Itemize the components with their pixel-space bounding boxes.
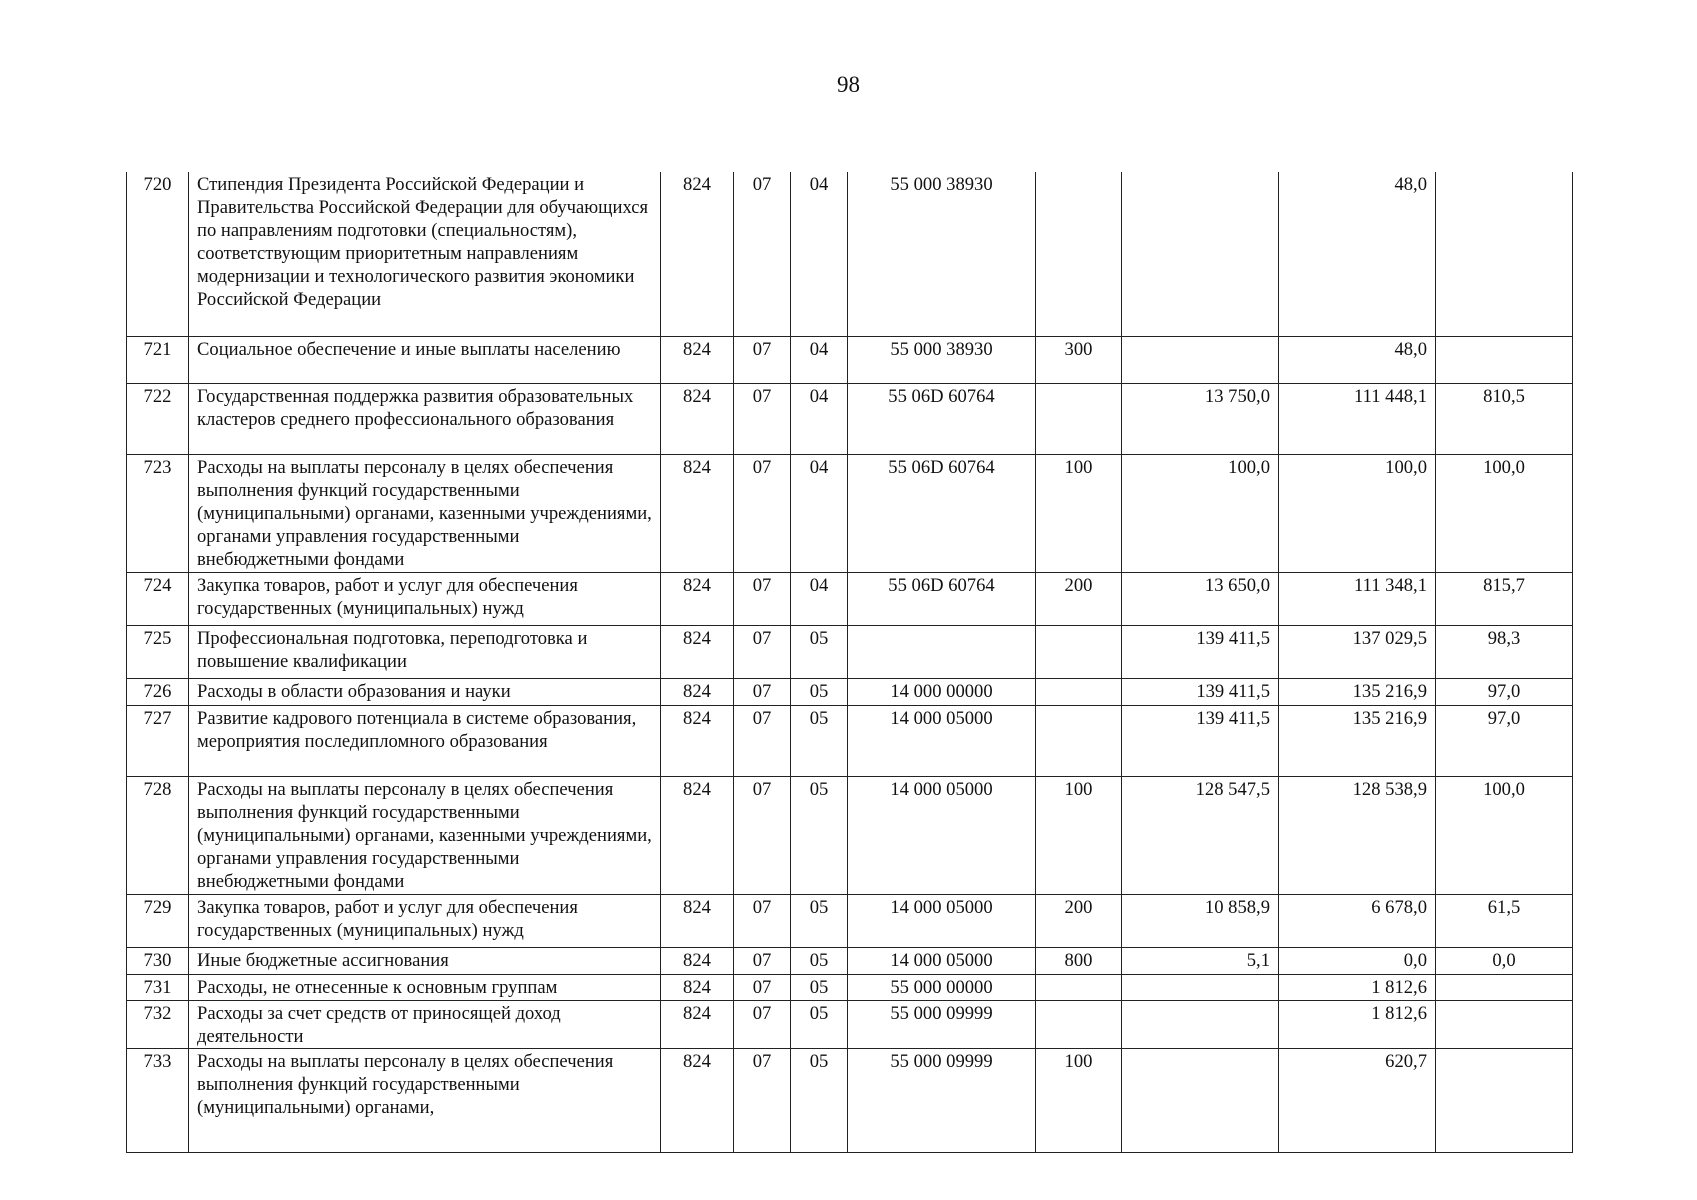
- actual-amount-cell: 135 216,9: [1279, 705, 1436, 776]
- ved-code-cell: 824: [661, 947, 734, 974]
- table-row: [127, 974, 1573, 1000]
- actual-amount-cell: 111 448,1: [1279, 383, 1436, 454]
- row-number-cell: 727: [127, 705, 189, 776]
- execution-percent-cell: [1436, 974, 1573, 1000]
- ved-code-cell: 824: [661, 776, 734, 894]
- row-number-cell: 730: [127, 947, 189, 974]
- planned-amount-cell: 13 650,0: [1122, 572, 1279, 625]
- section-code-cell: 07: [734, 974, 791, 1000]
- row-number-cell: 722: [127, 383, 189, 454]
- ved-code-cell: 824: [661, 1048, 734, 1152]
- actual-amount-cell: 620,7: [1279, 1048, 1436, 1152]
- ved-code-cell: 824: [661, 1000, 734, 1048]
- row-number-cell: 733: [127, 1048, 189, 1152]
- ved-code-cell: 824: [661, 383, 734, 454]
- subsection-code-cell: 04: [791, 172, 848, 336]
- table-row: [127, 947, 1573, 974]
- expense-type-cell: [1036, 172, 1122, 336]
- row-name-cell: Профессиональная подготовка, переподготовка и повышение квалификации: [189, 625, 661, 678]
- execution-percent-cell: 815,7: [1436, 572, 1573, 625]
- subsection-code-cell: 05: [791, 1048, 848, 1152]
- ved-code-cell: 824: [661, 894, 734, 947]
- target-article-cell: 55 06D 60764: [848, 572, 1036, 625]
- table-row: [127, 678, 1573, 705]
- table-row: [127, 776, 1573, 894]
- execution-percent-cell: 97,0: [1436, 678, 1573, 705]
- ved-code-cell: 824: [661, 705, 734, 776]
- subsection-code-cell: 05: [791, 678, 848, 705]
- table-row: [127, 336, 1573, 383]
- row-name-cell: Расходы за счет средств от приносящей доход деятельности: [189, 1000, 661, 1048]
- row-name-cell: Закупка товаров, работ и услуг для обеспечения государственных (муниципальных) нужд: [189, 894, 661, 947]
- actual-amount-cell: 128 538,9: [1279, 776, 1436, 894]
- actual-amount-cell: 1 812,6: [1279, 1000, 1436, 1048]
- expense-type-cell: 800: [1036, 947, 1122, 974]
- actual-amount-cell: 100,0: [1279, 454, 1436, 572]
- row-name-cell: Государственная поддержка развития образовательных кластеров среднего профессионального образования: [189, 383, 661, 454]
- row-name-cell: Социальное обеспечение и иные выплаты населению: [189, 336, 661, 383]
- expense-type-cell: [1036, 705, 1122, 776]
- row-name-cell: Расходы, не отнесенные к основным группам: [189, 974, 661, 1000]
- expense-type-cell: 200: [1036, 572, 1122, 625]
- target-article-cell: [848, 625, 1036, 678]
- planned-amount-cell: [1122, 336, 1279, 383]
- expense-type-cell: [1036, 383, 1122, 454]
- subsection-code-cell: 05: [791, 974, 848, 1000]
- target-article-cell: 55 000 09999: [848, 1048, 1036, 1152]
- planned-amount-cell: [1122, 1000, 1279, 1048]
- execution-percent-cell: [1436, 336, 1573, 383]
- row-name-cell: Расходы на выплаты персоналу в целях обеспечения выполнения функций государственными (муниципальными) органами,: [189, 1048, 661, 1152]
- target-article-cell: 55 000 09999: [848, 1000, 1036, 1048]
- table-row: [127, 1000, 1573, 1048]
- expense-type-cell: 100: [1036, 454, 1122, 572]
- planned-amount-cell: [1122, 1048, 1279, 1152]
- execution-percent-cell: [1436, 172, 1573, 336]
- row-name-cell: Развитие кадрового потенциала в системе образования, мероприятия последипломного образования: [189, 705, 661, 776]
- row-name-cell: Стипендия Президента Российской Федерации и Правительства Российской Федерации для обучающихся по направлениям подготовки (специальностям), соответствующим приоритетным направлениям модернизации и технологического развития экономики Российской Федерации: [189, 172, 661, 336]
- row-number-cell: 720: [127, 172, 189, 336]
- ved-code-cell: 824: [661, 678, 734, 705]
- row-number-cell: 725: [127, 625, 189, 678]
- actual-amount-cell: 137 029,5: [1279, 625, 1436, 678]
- subsection-code-cell: 05: [791, 705, 848, 776]
- row-number-cell: 731: [127, 974, 189, 1000]
- target-article-cell: 55 000 38930: [848, 172, 1036, 336]
- section-code-cell: 07: [734, 454, 791, 572]
- actual-amount-cell: 6 678,0: [1279, 894, 1436, 947]
- table-row: [127, 383, 1573, 454]
- ved-code-cell: 824: [661, 336, 734, 383]
- section-code-cell: 07: [734, 894, 791, 947]
- section-code-cell: 07: [734, 572, 791, 625]
- expense-type-cell: 100: [1036, 776, 1122, 894]
- table-body: [127, 172, 1573, 1152]
- planned-amount-cell: [1122, 974, 1279, 1000]
- actual-amount-cell: 111 348,1: [1279, 572, 1436, 625]
- table-row: [127, 705, 1573, 776]
- row-number-cell: 726: [127, 678, 189, 705]
- planned-amount-cell: 100,0: [1122, 454, 1279, 572]
- table-row: [127, 625, 1573, 678]
- row-number-cell: 728: [127, 776, 189, 894]
- target-article-cell: 14 000 05000: [848, 705, 1036, 776]
- table-row: [127, 1048, 1573, 1152]
- planned-amount-cell: 5,1: [1122, 947, 1279, 974]
- table-row: [127, 572, 1573, 625]
- actual-amount-cell: 48,0: [1279, 336, 1436, 383]
- expense-type-cell: 100: [1036, 1048, 1122, 1152]
- subsection-code-cell: 05: [791, 947, 848, 974]
- target-article-cell: 55 000 38930: [848, 336, 1036, 383]
- ved-code-cell: 824: [661, 172, 734, 336]
- expense-type-cell: [1036, 625, 1122, 678]
- row-name-cell: Расходы на выплаты персоналу в целях обеспечения выполнения функций государственными (муниципальными) органами, казенными учреждениями, органами управления государственными внебюджетными фондами: [189, 454, 661, 572]
- section-code-cell: 07: [734, 947, 791, 974]
- ved-code-cell: 824: [661, 974, 734, 1000]
- row-number-cell: 732: [127, 1000, 189, 1048]
- table-row: [127, 172, 1573, 336]
- target-article-cell: 55 000 00000: [848, 974, 1036, 1000]
- subsection-code-cell: 05: [791, 894, 848, 947]
- actual-amount-cell: 1 812,6: [1279, 974, 1436, 1000]
- subsection-code-cell: 04: [791, 454, 848, 572]
- row-number-cell: 721: [127, 336, 189, 383]
- execution-percent-cell: 61,5: [1436, 894, 1573, 947]
- section-code-cell: 07: [734, 383, 791, 454]
- ved-code-cell: 824: [661, 572, 734, 625]
- table-row: [127, 454, 1573, 572]
- section-code-cell: 07: [734, 172, 791, 336]
- budget-table: [126, 172, 1573, 1153]
- target-article-cell: 55 06D 60764: [848, 383, 1036, 454]
- expense-type-cell: 200: [1036, 894, 1122, 947]
- row-number-cell: 729: [127, 894, 189, 947]
- target-article-cell: 14 000 05000: [848, 776, 1036, 894]
- row-name-cell: Закупка товаров, работ и услуг для обеспечения государственных (муниципальных) нужд: [189, 572, 661, 625]
- planned-amount-cell: 10 858,9: [1122, 894, 1279, 947]
- expense-type-cell: [1036, 678, 1122, 705]
- execution-percent-cell: 100,0: [1436, 776, 1573, 894]
- row-number-cell: 724: [127, 572, 189, 625]
- actual-amount-cell: 0,0: [1279, 947, 1436, 974]
- subsection-code-cell: 04: [791, 383, 848, 454]
- expense-type-cell: [1036, 974, 1122, 1000]
- subsection-code-cell: 04: [791, 572, 848, 625]
- planned-amount-cell: 13 750,0: [1122, 383, 1279, 454]
- page-number: 98: [837, 72, 860, 97]
- execution-percent-cell: [1436, 1048, 1573, 1152]
- section-code-cell: 07: [734, 625, 791, 678]
- expense-type-cell: [1036, 1000, 1122, 1048]
- subsection-code-cell: 05: [791, 776, 848, 894]
- row-number-cell: 723: [127, 454, 189, 572]
- target-article-cell: 14 000 00000: [848, 678, 1036, 705]
- execution-percent-cell: 0,0: [1436, 947, 1573, 974]
- section-code-cell: 07: [734, 1000, 791, 1048]
- ved-code-cell: 824: [661, 625, 734, 678]
- planned-amount-cell: [1122, 172, 1279, 336]
- subsection-code-cell: 05: [791, 625, 848, 678]
- table-row: [127, 894, 1573, 947]
- subsection-code-cell: 04: [791, 336, 848, 383]
- section-code-cell: 07: [734, 1048, 791, 1152]
- planned-amount-cell: 139 411,5: [1122, 678, 1279, 705]
- target-article-cell: 14 000 05000: [848, 894, 1036, 947]
- planned-amount-cell: 139 411,5: [1122, 625, 1279, 678]
- target-article-cell: 14 000 05000: [848, 947, 1036, 974]
- section-code-cell: 07: [734, 776, 791, 894]
- execution-percent-cell: 100,0: [1436, 454, 1573, 572]
- target-article-cell: 55 06D 60764: [848, 454, 1036, 572]
- section-code-cell: 07: [734, 705, 791, 776]
- execution-percent-cell: 98,3: [1436, 625, 1573, 678]
- planned-amount-cell: 139 411,5: [1122, 705, 1279, 776]
- expense-type-cell: 300: [1036, 336, 1122, 383]
- row-name-cell: Расходы на выплаты персоналу в целях обеспечения выполнения функций государственными (муниципальными) органами, казенными учреждениями, органами управления государственными внебюджетными фондами: [189, 776, 661, 894]
- execution-percent-cell: [1436, 1000, 1573, 1048]
- subsection-code-cell: 05: [791, 1000, 848, 1048]
- execution-percent-cell: 810,5: [1436, 383, 1573, 454]
- row-name-cell: Расходы в области образования и науки: [189, 678, 661, 705]
- actual-amount-cell: 48,0: [1279, 172, 1436, 336]
- section-code-cell: 07: [734, 678, 791, 705]
- actual-amount-cell: 135 216,9: [1279, 678, 1436, 705]
- execution-percent-cell: 97,0: [1436, 705, 1573, 776]
- ved-code-cell: 824: [661, 454, 734, 572]
- planned-amount-cell: 128 547,5: [1122, 776, 1279, 894]
- section-code-cell: 07: [734, 336, 791, 383]
- row-name-cell: Иные бюджетные ассигнования: [189, 947, 661, 974]
